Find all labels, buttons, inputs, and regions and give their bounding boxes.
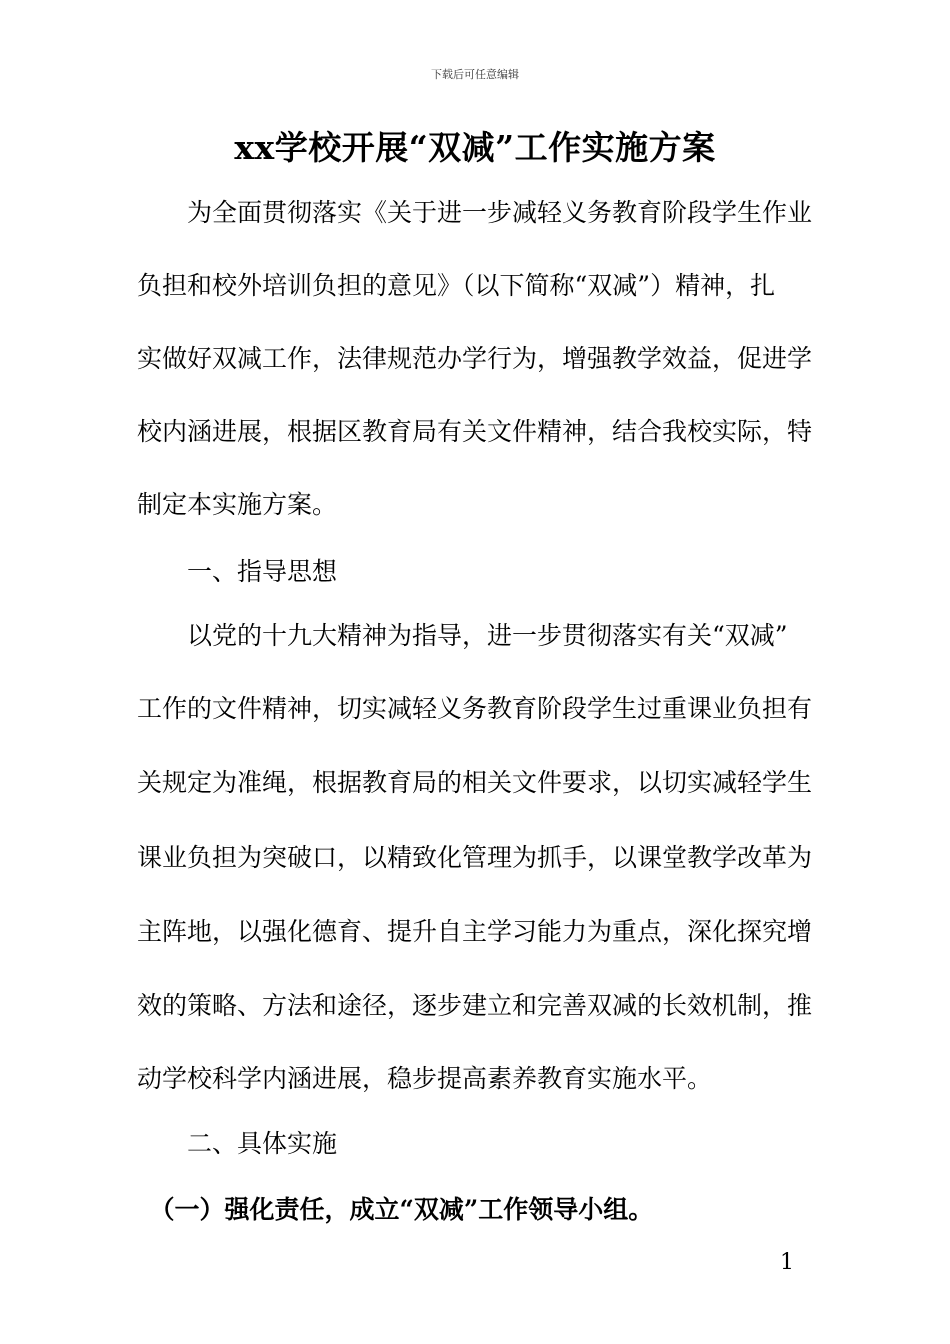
- document-title: xx学校开展“双减”工作实施方案: [234, 128, 716, 167]
- paragraph-line: 主阵地，以强化德育、提升自主学习能力为重点，深化探究增: [137, 917, 813, 946]
- paragraph-line: 动学校科学内涵进展，稳步提高素养教育实施水平。: [137, 1064, 713, 1093]
- paragraph-line: 关规定为准绳，根据教育局的相关文件要求，以切实减轻学生: [137, 768, 813, 797]
- section-heading: 二、具体实施: [137, 1129, 338, 1158]
- paragraph-line: 制定本实施方案。: [137, 490, 338, 519]
- paragraph-line: 为全面贯彻落实《关于进一步减轻义务教育阶段学生作业: [137, 198, 813, 227]
- subsection-heading: （一）强化责任，成立“双减”工作领导小组。: [137, 1195, 654, 1224]
- page-number: 1: [780, 1250, 794, 1275]
- paragraph-line: 课业负担为突破口，以精致化管理为抓手，以课堂教学改革为: [137, 843, 813, 872]
- section-heading: 一、指导思想: [137, 557, 338, 586]
- paragraph-line: 工作的文件精神，切实减轻义务教育阶段学生过重课业负担有: [137, 694, 813, 723]
- paragraph-line: 以党的十九大精神为指导，进一步贯彻落实有关“双减”: [137, 621, 788, 650]
- paragraph-line: 校内涵进展，根据区教育局有关文件精神，结合我校实际，特: [137, 417, 813, 446]
- paragraph-line: 负担和校外培训负担的意见》（以下简称“双减”）精神，扎: [137, 271, 776, 300]
- paragraph-line: 效的策略、方法和途径，逐步建立和完善双减的长效机制，推: [137, 991, 813, 1020]
- page-header-note: 下载后可任意编辑: [431, 68, 519, 81]
- paragraph-line: 实做好双减工作，法律规范办学行为，增强教学效益，促进学: [137, 344, 813, 373]
